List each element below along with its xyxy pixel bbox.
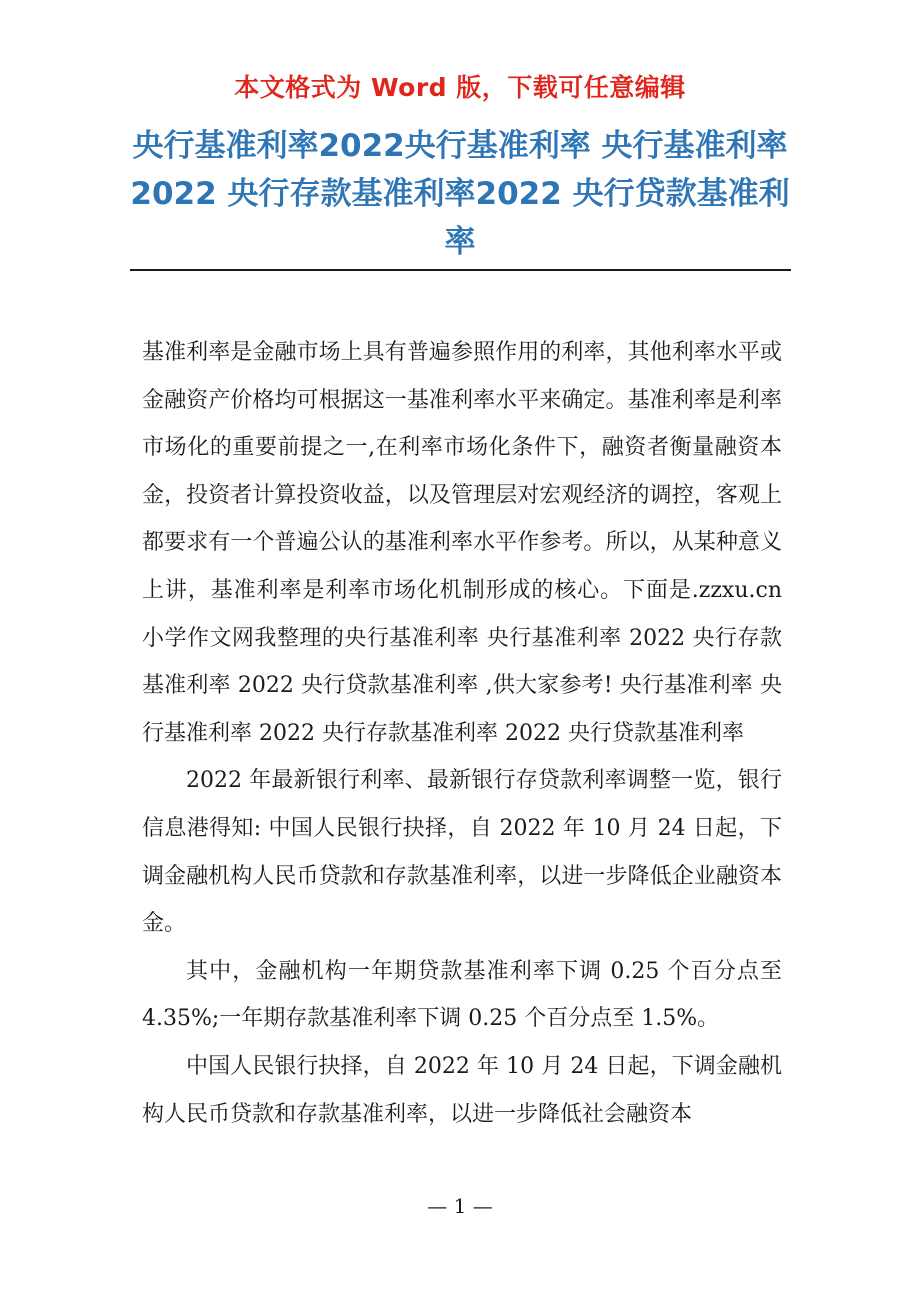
document-body <box>142 329 782 1138</box>
paragraph-rate-details: 其中，金融机构一年期贷款基准利率下调 0.25 个百分点至 4.35%;一年期存款基准利率下调 0.25 个百分点至 1.5%。 <box>142 958 782 1032</box>
document-title: 央行基准利率2022央行基准利率 央行基准利率2022 央行存款基准利率2022 央行贷款基准利率 <box>130 128 790 260</box>
download-notice: 本文格式为 Word 版，下载可任意编辑 <box>234 73 686 102</box>
paragraph-intro: 基准利率是金融市场上具有普遍参照作用的利率，其他利率水平或金融资产价格均可根据这一基准利率水平来确定。基准利率是利率市场化的重要前提之一,在利率市场化条件下，融资者衡量融资本金，投资者计算投资收益，以及管理层对宏观经济的调控，客观上都要求有一个普遍公认的基准利率水平作参考。所以，从某种意义上讲，基准利率是利率市场化机制形成的核心。下面是.zzxu.cn 小学作文网我整理的央行基准利率 央行基准利率 2022 央行存款基准利率 2022 央行贷款基准利率 ,供大家参考! 央行基准利率 央行基准利率 2022 央行存款基准利率 2022 央行贷款基准利率 <box>142 340 782 746</box>
paragraph-pboc-decision: 中国人民银行抉择，自 2022 年 10 月 24 日起，下调金融机构人民币贷款和存款基准利率，以进一步降低社会融资本 <box>142 1053 782 1127</box>
paragraph-rate-adjustment: 2022 年最新银行利率、最新银行存贷款利率调整一览，银行信息港得知: 中国人民银行抉择，自 2022 年 10 月 24 日起，下调金融机构人民币贷款和存款基准利率，以进一步降低企业融资本金。 <box>142 768 782 937</box>
page-number: — 1 — <box>427 1194 493 1218</box>
title-divider <box>130 269 791 271</box>
